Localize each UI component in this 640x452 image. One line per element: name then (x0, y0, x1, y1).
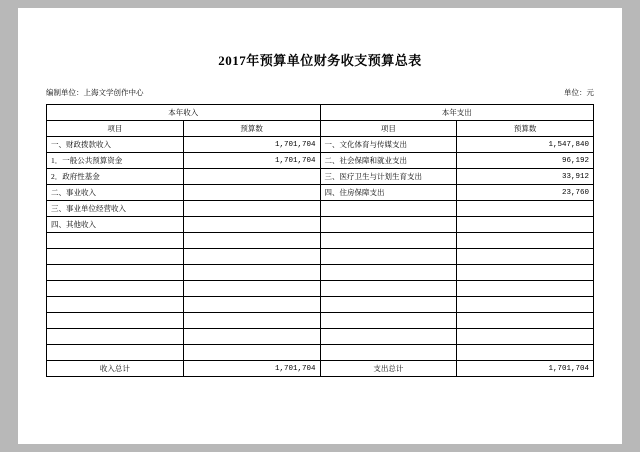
expense-item (320, 249, 457, 265)
expense-item (320, 281, 457, 297)
expense-item (320, 329, 457, 345)
income-item (47, 297, 184, 313)
group-header-expense: 本年支出 (320, 105, 594, 121)
table-row (47, 185, 594, 201)
group-header-income: 本年收入 (47, 105, 321, 121)
table-row (47, 265, 594, 281)
table-row (47, 329, 594, 345)
income-item (47, 233, 184, 249)
expense-value (457, 233, 594, 249)
income-value (183, 297, 320, 313)
table-row (47, 137, 594, 153)
table-row (47, 233, 594, 249)
income-value: 1,701,704 (183, 137, 320, 153)
income-item: 一、财政拨款收入 (47, 137, 184, 153)
income-item (47, 249, 184, 265)
document-meta (46, 87, 594, 98)
column-header-expense-value: 预算数 (457, 121, 594, 137)
expense-item: 三、医疗卫生与计划生育支出 (320, 169, 457, 185)
expense-item (320, 345, 457, 361)
income-item: 2．政府性基金 (47, 169, 184, 185)
expense-value (457, 297, 594, 313)
expense-value: 1,547,840 (457, 137, 594, 153)
page-title: 2017年预算单位财务收支预算总表 (218, 53, 422, 68)
income-item: 四、其他收入 (47, 217, 184, 233)
income-value (183, 233, 320, 249)
income-total-label: 收入总计 (47, 361, 184, 377)
column-header-expense-item: 项目 (320, 121, 457, 137)
expense-item (320, 313, 457, 329)
income-value: 1,701,704 (183, 153, 320, 169)
income-value (183, 329, 320, 345)
expense-value: 23,760 (457, 185, 594, 201)
expense-value: 33,912 (457, 169, 594, 185)
table-row (47, 281, 594, 297)
expense-value (457, 345, 594, 361)
expense-value (457, 281, 594, 297)
income-value (183, 249, 320, 265)
expense-total-label: 支出总计 (320, 361, 457, 377)
table-row (47, 217, 594, 233)
table-row (47, 169, 594, 185)
document-page (18, 8, 622, 444)
table-row (47, 297, 594, 313)
unit-label: 单位：元 (564, 88, 594, 97)
table-group-header-row (47, 105, 594, 121)
income-value (183, 281, 320, 297)
expense-item: 一、文化体育与传媒支出 (320, 137, 457, 153)
income-value (183, 185, 320, 201)
income-item: 二、事业收入 (47, 185, 184, 201)
income-value (183, 313, 320, 329)
expense-value (457, 313, 594, 329)
table-row (47, 153, 594, 169)
table-row (47, 345, 594, 361)
expense-value (457, 265, 594, 281)
prepared-by-label: 编制单位：上海文学创作中心 (46, 88, 144, 97)
expense-value (457, 201, 594, 217)
expense-item: 二、社会保障和就业支出 (320, 153, 457, 169)
expense-value (457, 249, 594, 265)
income-total-value: 1,701,704 (183, 361, 320, 377)
table-row (47, 313, 594, 329)
income-item (47, 265, 184, 281)
expense-item (320, 297, 457, 313)
expense-item (320, 201, 457, 217)
table-total-row (47, 361, 594, 377)
expense-total-value: 1,701,704 (457, 361, 594, 377)
expense-value (457, 329, 594, 345)
income-item (47, 313, 184, 329)
column-header-income-value: 预算数 (183, 121, 320, 137)
income-value (183, 201, 320, 217)
income-item (47, 329, 184, 345)
column-header-income-item: 项目 (47, 121, 184, 137)
income-item: 1．一般公共预算资金 (47, 153, 184, 169)
income-item (47, 345, 184, 361)
table-row (47, 249, 594, 265)
budget-table (46, 104, 594, 377)
table-row (47, 201, 594, 217)
expense-item (320, 265, 457, 281)
income-value (183, 265, 320, 281)
income-item (47, 281, 184, 297)
expense-item: 四、住房保障支出 (320, 185, 457, 201)
income-value (183, 345, 320, 361)
table-column-header-row (47, 121, 594, 137)
expense-value (457, 217, 594, 233)
expense-item (320, 217, 457, 233)
income-value (183, 217, 320, 233)
expense-item (320, 233, 457, 249)
income-item: 三、事业单位经营收入 (47, 201, 184, 217)
expense-value: 96,192 (457, 153, 594, 169)
income-value (183, 169, 320, 185)
